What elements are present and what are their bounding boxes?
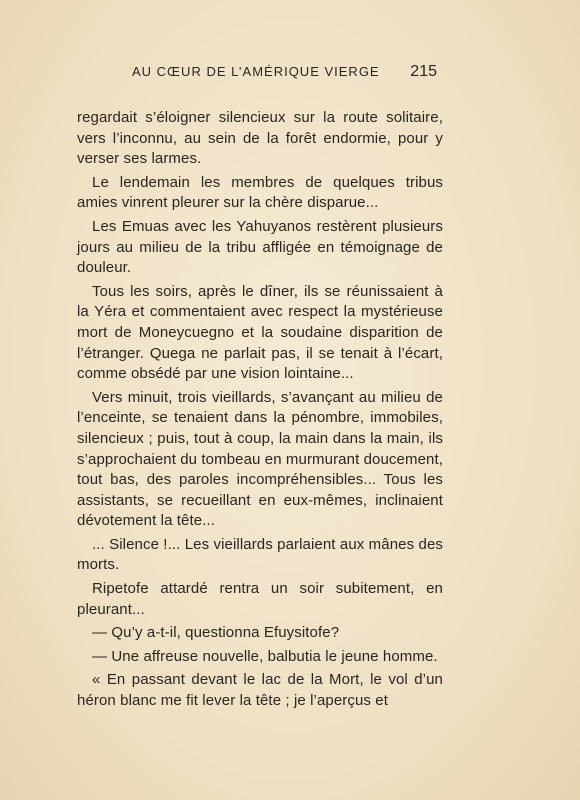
paragraph: — Qu’y a-t-il, questionna Efuysitofe? [92,624,340,642]
paragraph: Ripetofe attardé rentra un soir subitement, en pleurant... [77,580,443,618]
paragraph: — Une affreuse nouvelle, balbutia le jeune homme. [92,647,438,665]
paragraph: Tous les soirs, après le dîner, ils se réunissaient à la Yéra et commentaient avec respect la mystérieuse mort de Moneycuegno et la soudaine disparition de l’étranger. Quega ne parlait pas, il se tenait à l’écart, comme obsédé par une vision lointaine... [77,282,443,383]
body-text [77,108,443,715]
running-title: AU CŒUR DE L’AMÉRIQUE VIERGE [132,64,380,79]
running-head [132,63,437,81]
paragraph: Les Emuas avec les Yahuyanos restèrent plusieurs jours au milieu de la tribu affligée en témoignage de douleur. [77,217,443,277]
paragraph: regardait s’éloigner silencieux sur la route solitaire, vers l’inconnu, au sein de la forêt endormie, pour y verser ses larmes. [77,109,443,168]
paragraph: Vers minuit, trois vieillards, s’avançant au milieu de l’enceinte, se tenaient dans la pénombre, immobiles, silencieux ; puis, tout à coup, la main dans la main, ils s’approchaient du tombeau en murmurant doucement, tout bas, des paroles incompréhensibles... Tous les assistants, se recueillant en eux-mêmes, inclinaient dévotement la tête... [77,388,443,530]
page-number: 215 [410,63,437,80]
paragraph: Le lendemain les membres de quelques tribus amies vinrent pleurer sur la chère disparue... [77,173,443,212]
paragraph: ... Silence !... Les vieillards parlaient aux mânes des morts. [77,535,443,574]
paragraph: « En passant devant le lac de la Mort, le vol d’un héron blanc me fit lever la tête ; je l’aperçus et [77,671,443,710]
